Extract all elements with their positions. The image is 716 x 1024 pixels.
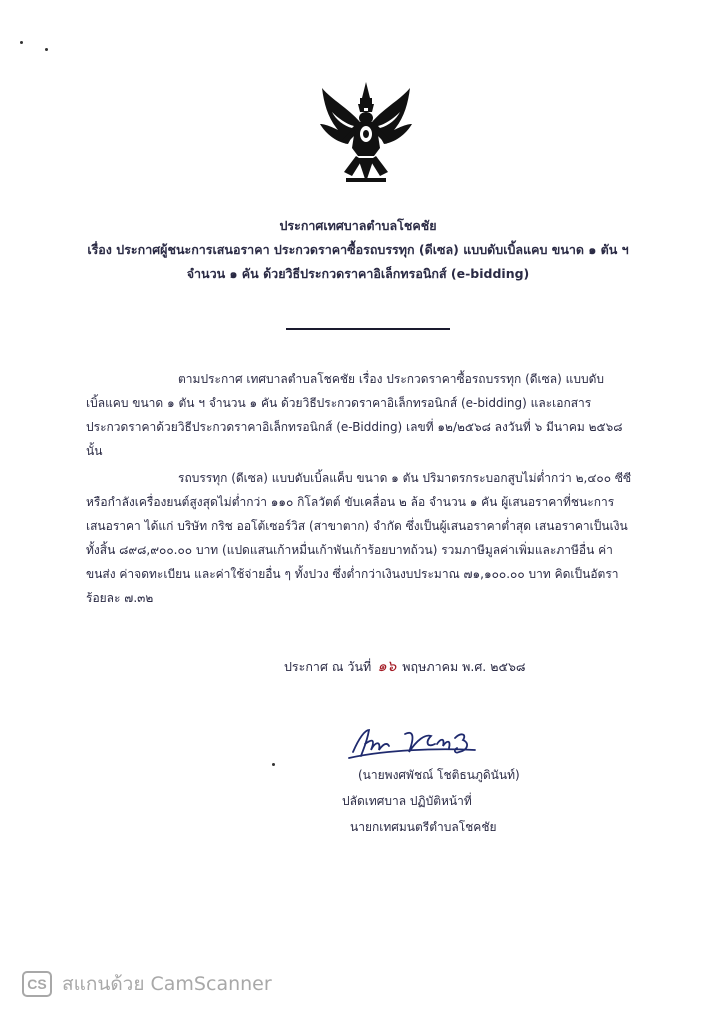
body-text-line: เบิ้ลแคบ ขนาด ๑ ตัน ฯ จำนวน ๑ คัน ด้วยวิธีประกวดราคาอิเล็กทรอนิกส์ (e-bidding) และเอกสาร [86, 396, 592, 410]
scan-speck [272, 763, 275, 766]
organization-title: ประกาศเทศบาลตำบลโชคชัย [279, 218, 437, 233]
subject-line: เรื่อง ประกาศผู้ชนะการเสนอราคา ประกวดราคาซื้อรถบรรทุก (ดีเซล) แบบดับเบิ้ลแคบ ขนาด ๑ ตัน ฯ [87, 242, 629, 257]
signatory-name: (นายพงศพัชณ์ โชติธนภูดินันท์) [358, 768, 520, 782]
body-text-line: ประกวดราคาด้วยวิธีประกวดราคาอิเล็กทรอนิกส์ (e-Bidding) เลขที่ ๑๒/๒๕๖๘ ลงวันที่ ๖ มีนาคม ๒๕๖๘ [86, 420, 623, 434]
scan-speck [20, 41, 23, 44]
body-text-line: นั้น [86, 444, 103, 458]
camscanner-text: สแกนด้วย CamScanner [62, 973, 272, 995]
body-text-line: ตามประกาศ เทศบาลตำบลโชคชัย เรื่อง ประกวดราคาซื้อรถบรรทุก (ดีเซล) แบบดับ [178, 372, 605, 386]
divider-rule [286, 328, 450, 330]
camscanner-watermark [22, 970, 272, 998]
announcement-date [284, 654, 526, 678]
date-day-handwritten: ๑๖ [377, 657, 397, 675]
signatory-position: นายกเทศมนตรีตำบลโชคชัย [350, 820, 497, 834]
date-prefix: ประกาศ ณ วันที่ [284, 659, 372, 674]
body-text-line: หรือกำลังเครื่องยนต์สูงสุดไม่ต่ำกว่า ๑๑๐ กิโลวัตต์ ขับเคลื่อน ๒ ล้อ จำนวน ๑ คัน ผู้เสนอราคาที่ชนะการ [86, 495, 615, 509]
body-text-line: รถบรรทุก (ดีเซล) แบบดับเบิ้ลแค็บ ขนาด ๑ ตัน ปริมาตรกระบอกสูบไม่ต่ำกว่า ๒,๔๐๐ ซีซี [178, 471, 632, 485]
scan-speck [45, 48, 48, 51]
garuda-emblem [318, 78, 414, 188]
signatory-position: ปลัดเทศบาล ปฏิบัติหน้าที่ [342, 794, 472, 808]
handwritten-signature [345, 720, 495, 764]
subject-line: จำนวน ๑ คัน ด้วยวิธีประกวดราคาอิเล็กทรอนิกส์ (e-bidding) [186, 266, 530, 281]
body-text-line: เสนอราคา ได้แก่ บริษัท กริช ออโต้เซอร์วิส (สาขาตาก) จำกัด ซึ่งเป็นผู้เสนอราคาต่ำสุด เสนอราคาเป็นเงิน [86, 519, 628, 533]
date-month-year: พฤษภาคม พ.ศ. ๒๕๖๘ [402, 659, 526, 674]
body-text-line: ทั้งสิ้น ๘๙๘,๙๐๐.๐๐ บาท (แปดแสนเก้าหมื่นเก้าพันเก้าร้อยบาทถ้วน) รวมภาษีมูลค่าเพิ่มและภาษีอื่น ค่า [86, 543, 613, 557]
camscanner-logo-icon: CS [22, 971, 52, 997]
body-text-line: ร้อยละ ๗.๓๒ [86, 591, 154, 605]
body-text-line: ขนส่ง ค่าจดทะเบียน และค่าใช้จ่ายอื่น ๆ ทั้งปวง ซึ่งต่ำกว่าเงินงบประมาณ ๗๑,๑๐๐.๐๐ บาท คิดเป็นอัตรา [86, 567, 619, 581]
